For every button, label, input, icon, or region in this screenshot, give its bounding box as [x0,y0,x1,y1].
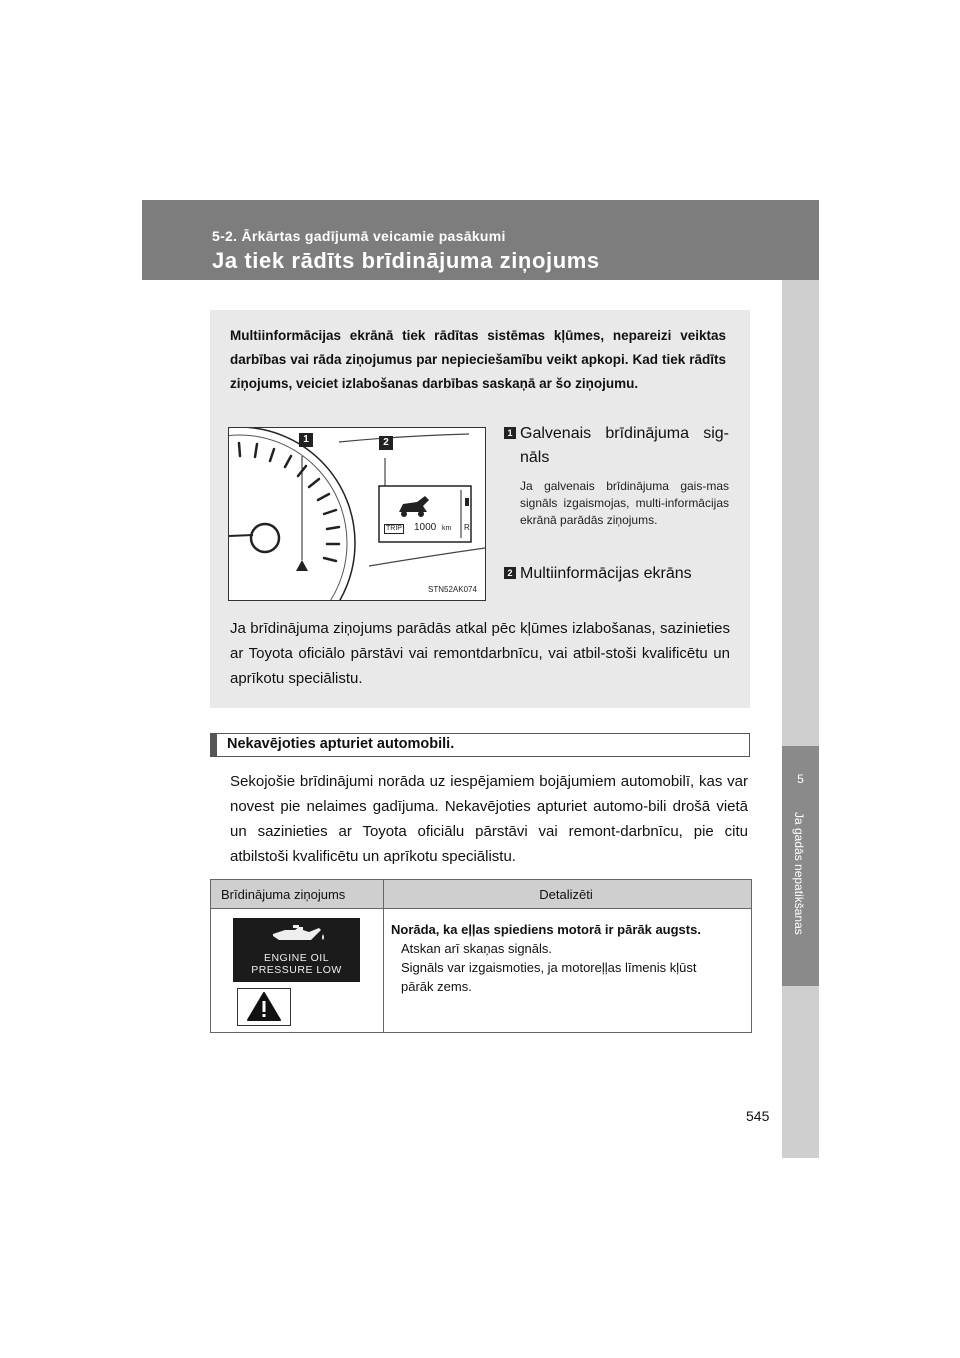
page-number: 545 [746,1108,770,1124]
odometer-unit: km [442,525,452,532]
table-header [211,880,751,909]
legend-item-2 [504,562,729,586]
gear-indicator: R [464,523,470,532]
engine-oil-display [233,918,360,982]
table-header-message: Brīdinājuma ziņojums [221,887,346,902]
detail-line-2: Signāls var izgaismoties, ja motoreļļas līmenis kļūst pārāk zems. [401,960,697,994]
callout-2: 2 [379,436,393,450]
table-header-details: Detalizēti [539,887,593,902]
heading-marker [211,734,217,756]
page-title: Ja tiek rādīts brīdinājuma ziņojums [212,248,600,273]
column-divider [383,880,384,1032]
cluster-illustration [229,428,485,600]
chapter-tab-number: 5 [797,772,804,786]
instrument-cluster-diagram [228,427,486,601]
detail-headline: Norāda, ka eļļas spiediens motorā ir pārāk augsts. [391,922,701,937]
outro-text: Ja brīdinājuma ziņojums parādās atkal pēc kļūmes izlabošanas, sazinieties ar Toyota oficiālo pārstāvi vai remontdarbnīcu, vai atbil-stoši kvalificētu un aprīkotu speciālistu. [230,620,730,687]
side-strip [782,280,819,1158]
detail-cell [391,920,731,996]
master-warning-icon [296,560,308,571]
odometer-value: 1000 [414,522,437,533]
subsection-body: Sekojošie brīdinājumi norāda uz iespējamiem bojājumiem automobilī, kas var novest pie nelaimes gadījuma. Nekavējoties apturiet automo-bili drošā vietā un sazinieties ar Toyota oficiālu pārstāvi vai remont-darbnīcu, pie citu atbilstoši kvalificētu un aprīkotu speciālistu. [230,773,748,865]
legend-number-2: 2 [504,567,516,579]
oil-display-line-2: PRESSURE LOW [251,964,342,976]
warning-table [210,879,752,1033]
oil-display-line-1: ENGINE OIL [263,952,330,964]
legend-title-2: Multiinformācijas ekrāns [520,565,692,582]
legend-item-1 [504,422,729,529]
figure-code: STN52AK074 [428,585,477,594]
oil-can-icon [233,918,360,952]
legend-number-1: 1 [504,427,516,439]
trip-label: TRIP [386,525,402,532]
warning-icon-box [237,988,291,1026]
intro-text: Multiinformācijas ekrānā tiek rādītas sistēmas kļūmes, nepareizi veiktas darbības vai rāda ziņojumus par nepieciešamību veikt apkopi. Kad tiek rādīts ziņojums, veiciet izlabošanas darbības saskaņā ar šo ziņojumu. [230,328,726,391]
legend-desc-1: Ja galvenais brīdinājuma gais-mas signāls izgaismojas, multi-informācijas ekrānā parādās ziņojums. [520,479,729,527]
subsection-title: Nekavējoties apturiet automobili. [227,736,455,752]
legend-title-1: Galvenais brīdinājuma sig-nāls [520,425,729,466]
detail-line-1: Atskan arī skaņas signāls. [401,941,553,956]
chapter-tab-label: Ja gadās nepatikšanas [792,812,806,935]
warning-triangle-icon [238,989,290,1025]
section-label: 5-2. Ārkārtas gadījumā veicamie pasākumi [212,228,506,244]
info-box [210,310,750,708]
subsection-heading [210,733,750,757]
callout-1: 1 [299,433,313,447]
chapter-header [142,200,819,280]
